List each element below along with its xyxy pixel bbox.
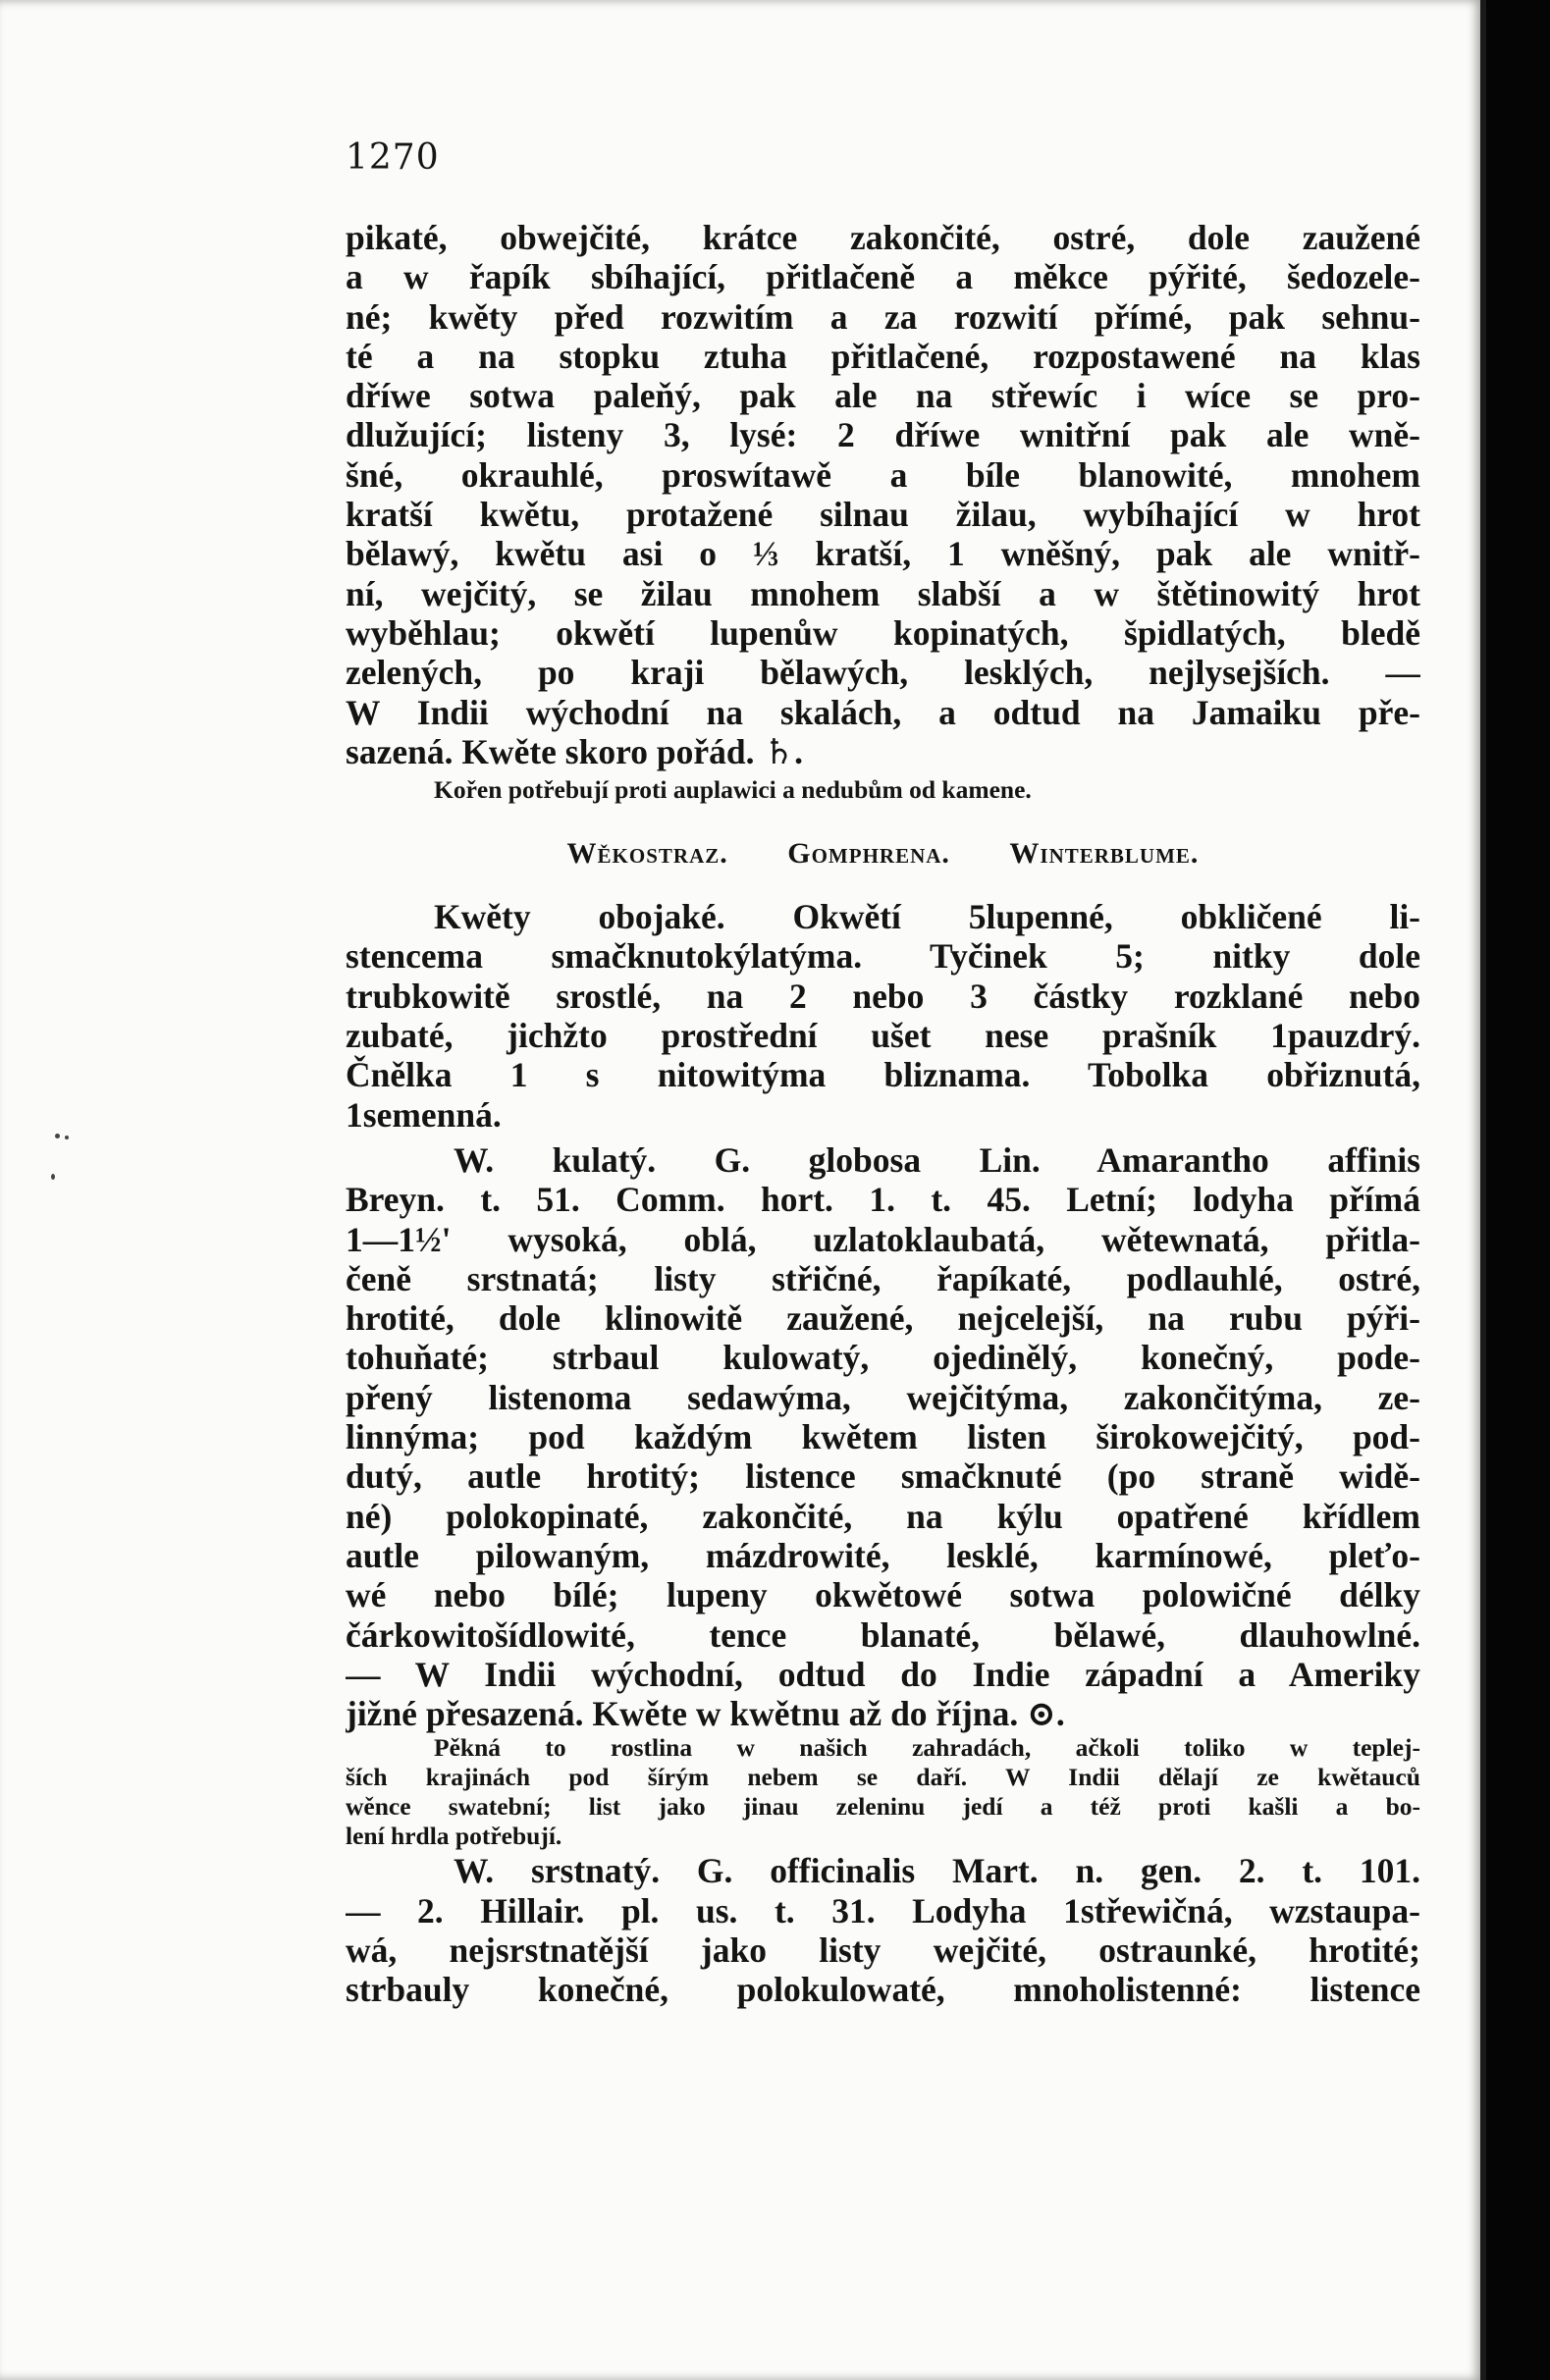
text-line: wá, nejsrstnatější jako listy wejčité, ostraunké, hrotité; (346, 1930, 1420, 1970)
section1-paragraph (346, 218, 1420, 771)
note-line: Pěkná to rostlina w našich zahradách, ačkoli toliko w teplej- (434, 1733, 1420, 1763)
text-line: Breyn. t. 51. Comm. hort. 1. t. 45. Letní; lodyha přímá (346, 1180, 1420, 1220)
text-line: stencema smačknutokýlatýma. Tyčinek 5; nitky dole (346, 936, 1420, 977)
species-officinalis (346, 1851, 1420, 2009)
text-line: W Indii wýchodní na skalách, a odtud na Jamaiku pře- (346, 692, 1420, 732)
text-line: 1semenná. (346, 1094, 502, 1135)
note-line: Kořen potřebují proti auplawici a nedubům od kamene. (434, 775, 1032, 805)
text-line: zelených, po kraji bělawých, lesklých, nejlysejších. — (346, 653, 1420, 693)
text-line: né) polokopinaté, zakončité, na kýlu opatřené křídlem (346, 1496, 1420, 1536)
text-line: té a na stopku ztuha přitlačené, rozpostawené na klas (346, 336, 1420, 376)
genus-name-german: Winterblume. (1009, 837, 1200, 871)
note-line: wěnce swatební; list jako jinau zeleninu jedí a též proti kašli a bo- (346, 1792, 1420, 1822)
text-line: Čnělka 1 s nitowitýma bliznama. Tobolka obřiznutá, (346, 1055, 1420, 1095)
text-line: dutý, autle hrotitý; listence smačknuté (po straně widě- (346, 1456, 1420, 1497)
text-line: jižné přesazená. Kwěte w kwětnu až do října. ⊙. (346, 1694, 1065, 1734)
note-line: lení hrdla potřebují. (346, 1822, 562, 1851)
text-line: a w řapík sbíhající, přitlačeně a měkce pýřité, šedozele- (346, 257, 1420, 297)
text-line: — 2. Hillair. pl. us. t. 31. Lodyha 1střewičná, wzstaupa- (346, 1890, 1420, 1930)
text-line: trubkowitě srostlé, na 2 nebo 3 částky rozklané nebo (346, 976, 1420, 1016)
text-line: linnýma; pod každým kwětem listen širokowejčitý, pod- (346, 1417, 1420, 1457)
text-line: 1—1½' wysoká, oblá, uzlatoklaubatá, wětewnatá, přitla- (346, 1219, 1420, 1259)
text-line: Kwěty obojaké. Okwětí 5lupenné, obkličené li- (434, 897, 1420, 937)
text-line: hrotité, dole klinowitě zaužené, nejcelejší, na rubu pýři- (346, 1298, 1420, 1339)
genus-heading (346, 834, 1420, 873)
text-line: bělawý, kwětu asi o ⅓ kratší, 1 wněšný, pak ale wnitř- (346, 534, 1420, 574)
text-line: pikaté, obwejčité, krátce zakončité, ostré, dole zaužené (346, 218, 1420, 257)
genus-description (346, 897, 1420, 1135)
text-line: ní, wejčitý, se žilau mnohem slabší a w štětinowitý hrot (346, 573, 1420, 613)
note-line: ších krajinách pod šírým nebem se daří. W Indii dělají ze kwětauců (346, 1763, 1420, 1792)
section1-note (346, 775, 1420, 805)
text-line: dlužující; listeny 3, lysé: 2 dříwe wnitřní pak ale wně- (346, 415, 1420, 455)
scan-speck (65, 1136, 69, 1139)
text-line: wé nebo bílé; lupeny okwětowé sotwa polowičné délky (346, 1575, 1420, 1615)
text-line: zubaté, jichžto prostřední ušet nese prašník 1pauzdrý. (346, 1016, 1420, 1056)
species-title-line: W. srstnatý. G. officinalis Mart. n. gen. 2. t. 101. (454, 1851, 1420, 1891)
species-title-line: W. kulatý. G. globosa Lin. Amarantho affinis (454, 1139, 1420, 1180)
text-line: strbauly konečné, polokulowaté, mnoholistenné: listence (346, 1970, 1420, 2010)
species-globosa (346, 1140, 1420, 1733)
text-line: dříwe sotwa paleňý, pak ale na střewíc i wíce se pro- (346, 376, 1420, 416)
text-line: kratší kwětu, protažené silnau žilau, wybíhající w hrot (346, 495, 1420, 535)
text-line: čárkowitošídlowité, tence blanaté, bělawé, dlauhowlné. (346, 1614, 1420, 1655)
text-line: né; kwěty před rozwitím a za rozwití přímé, pak sehnu- (346, 296, 1420, 337)
genus-name-czech: Wěkostraz. (566, 837, 728, 871)
species-globosa-note (346, 1733, 1420, 1851)
text-line: tohuňaté; strbaul kulowatý, ojedinělý, konečný, pode- (346, 1338, 1420, 1378)
page-text (346, 218, 1420, 2010)
text-line: šné, okrauhlé, proswítawě a bíle blanowité, mnohem (346, 454, 1420, 495)
text-line: wyběhlau; okwětí lupenůw kopinatých, špidlatých, bledě (346, 612, 1420, 653)
text-line: přený listenoma sedawýma, wejčitýma, zakončitýma, ze- (346, 1377, 1420, 1417)
scan-speck (51, 1174, 55, 1180)
text-line: sazená. Kwěte skoro pořád. ♄. (346, 731, 804, 771)
text-line: — W Indii wýchodní, odtud do Indie západní a Ameriky (346, 1654, 1420, 1694)
text-line: autle pilowaným, mázdrowité, lesklé, karmínowé, pleťo- (346, 1535, 1420, 1575)
text-line: čeně srstnatá; listy střičné, řapíkaté, podlauhlé, ostré, (346, 1258, 1420, 1298)
scan-speck (55, 1134, 60, 1138)
page-number: 1270 (346, 137, 440, 178)
scan-background (1486, 0, 1550, 2380)
genus-name-latin: Gomphrena. (787, 837, 950, 871)
